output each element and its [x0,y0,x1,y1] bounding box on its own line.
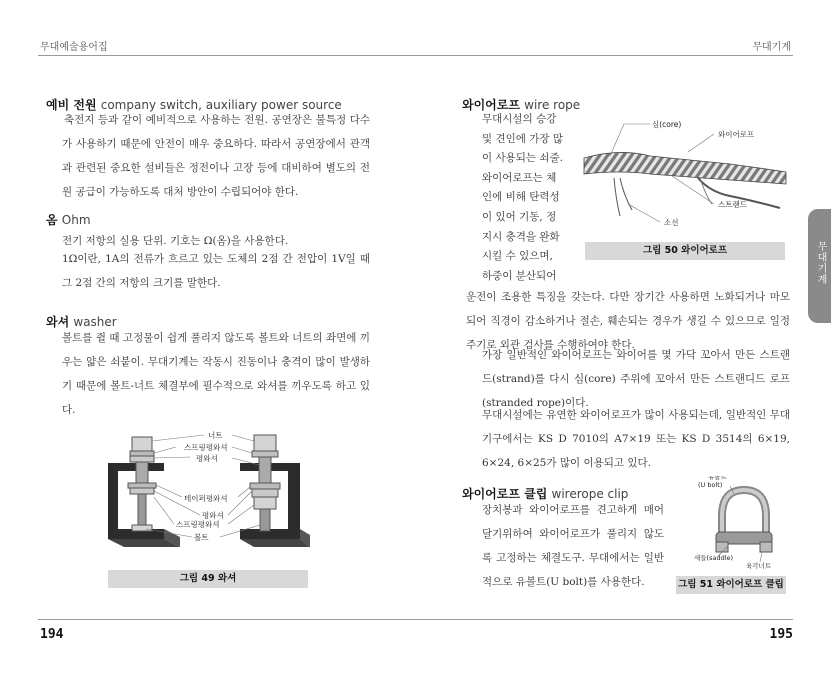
entry-title-ko: 예비 전원 [46,98,97,112]
fig50-label-wire-rope: 와이어로프 [718,130,755,139]
footer-rule [38,619,793,620]
fig51-label-ubolt: 유볼트 [708,476,727,481]
fig50-label-core: 심(core) [652,120,682,129]
running-head-right: 무대기계 [752,42,791,53]
header-rule [38,55,793,56]
running-head-left: 무대예술용어집 [40,42,108,53]
entry-title-ohm [46,211,91,228]
fig50-label-wire: 소선 [664,218,679,227]
wire-rope-line: 이 사용되는 쇠줄. [482,152,564,165]
entry-body-wire-rope-cont: 운전이 조용한 특징을 갖는다. 다만 장기간 사용하면 노화되거나 마모되어 직경이 감소하거나 절손, 훼손되는 경우가 생길 수 있으므로 일정 주기로 외관 검사를 수행하여야 한다. [466,291,790,351]
entry-title-en: wire rope [524,98,581,112]
wire-rope-line: 및 견인에 가장 많 [482,132,564,145]
entry-body-wire-clip: 장치봉과 와이어로프를 견고하게 매어달기위하여 와이어로프가 풀리지 않도록 고정하는 체결도구. 무대에서는 일반적으로 유볼트(U bolt)를 사용한다. [482,504,664,588]
wire-rope-line: 지시 충격을 완화 [482,230,560,243]
wire-rope-line: 인에 비해 탄력성 [482,191,560,204]
fig51-label-saddle: 새들(saddle) [694,554,734,562]
fig51-label-ubolt-en: (U bolt) [698,481,723,489]
figure-caption-51: 그림 51 와이어로프 클립 [676,576,786,594]
entry-title-ko: 와이어로프 클립 [462,487,548,501]
entry-body-ohm-1: 전기 저항의 실용 단위. 기호는 Ω(옴)을 사용한다. [62,235,289,247]
entry-body-wire-rope-narrow [482,110,572,286]
figure-caption-49: 그림 49 와셔 [108,570,308,588]
page-number-left: 194 [40,627,64,642]
fig49-label-flat: 평와셔 [196,454,218,463]
fig50-label-strand: 스트랜드 [718,200,747,209]
wire-rope-line: 하중이 분산되어 [482,269,557,282]
figure-washer-illustration [104,425,314,571]
entry-title-ko: 와셔 [46,315,70,329]
fig49-label-bolt: 볼트 [194,533,209,542]
entry-body-wire-rope-2: 가장 일반적인 와이어로프는 와이어를 몇 가닥 꼬아서 만든 스트랜드(strand)를 다시 심(core) 주위에 꼬아서 만든 스트랜디드 로프(stranded rope)이다. [482,349,790,409]
entry-body-washer: 볼트를 쥘 때 고정물이 쉽게 풀리지 않도록 볼트와 너트의 좌면에 끼우는 얇은 쇠붙이. 무대기계는 작동시 진동이나 충격이 많이 발생하기 때문에 볼트-너트 체결부에 필수적으로 와셔를 끼우도록 하고 있다. [62,332,370,416]
fig49-label-spring-flat: 스프링평와셔 [184,443,228,452]
wire-rope-line: 와이어로프는 체 [482,171,557,184]
entry-title-ko: 와이어로프 [462,98,520,112]
wire-rope-line: 이 있어 기동, 정 [482,210,557,223]
section-tab[interactable] [808,209,831,323]
figure-wire-rope-illustration [580,112,790,240]
fig51-label-nut: 육각너트 [746,562,772,570]
entry-title-en: Ohm [61,213,91,227]
entry-title-en: washer [73,315,117,329]
fig49-label-flat-2: 평와셔 [202,511,224,520]
figure-wire-clip-illustration [690,476,790,576]
entry-body-wire-rope-3: 무대시설에는 유연한 와이어로프가 많이 사용되는데, 일반적인 무대기구에서는 KS D 7010의 A7×19 또는 KS D 3514의 6×19, 6×24, 6×25가 많이 이용되고 있다. [482,409,790,469]
fig49-label-taper: 테이퍼평와셔 [184,494,228,503]
fig49-label-spring-flat-2: 스프링평와셔 [176,520,220,529]
page-number-right: 195 [769,627,793,642]
wire-rope-line: 무대시설의 승강 [482,113,557,125]
entry-title-en: wirerope clip [551,487,629,501]
entry-body-backup-power: 축전지 등과 같이 예비적으로 사용하는 전원. 공연장은 불특정 다수가 사용하기 때문에 안전이 매우 중요하다. 따라서 공연장에서 관객과 관련된 중요한 설비들은 정전이나 고장 등에 대비하여 별도의 전원 공급이 가능하도록 대처 방안이 수립되어야 한다. [62,114,370,198]
figure-caption-50: 그림 50 와이어로프 [585,242,785,260]
wire-rope-line: 시킬 수 있으며, [482,250,553,263]
entry-body-ohm-2: 1Ω이란, 1A의 전류가 흐르고 있는 도체의 2점 간 전압이 1V일 때 그 2점 간의 저항의 크기를 말한다. [62,253,370,289]
entry-title-en: company switch, auxiliary power source [100,98,342,112]
section-tab-label: 무대기계 [815,241,826,285]
fig49-label-nut: 너트 [208,431,223,440]
entry-title-ko: 옴 [46,213,58,227]
